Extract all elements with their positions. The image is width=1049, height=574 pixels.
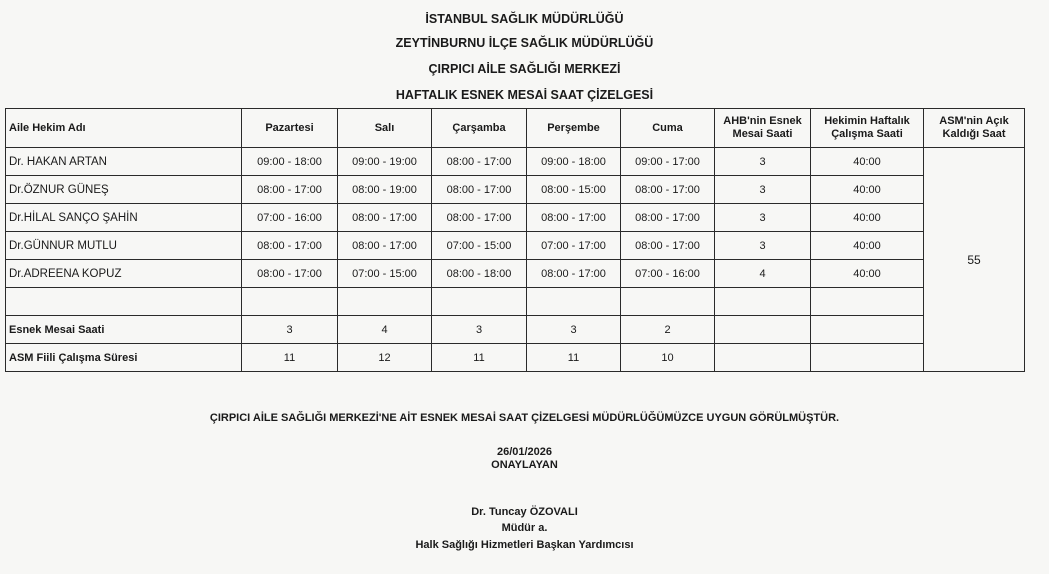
cell-friday: 2 (621, 316, 715, 344)
cell-friday: 08:00 - 17:00 (621, 232, 715, 260)
cell-wednesday: 07:00 - 15:00 (432, 232, 527, 260)
col-header-friday: Cuma (621, 109, 715, 148)
cell-friday: 08:00 - 17:00 (621, 176, 715, 204)
table-row (6, 176, 1025, 204)
cell-monday: 08:00 - 17:00 (242, 232, 338, 260)
approver-title-2: Halk Sağlığı Hizmetleri Başkan Yardımcısı (415, 539, 634, 551)
cell-tuesday: 12 (338, 344, 432, 372)
empty-cell (715, 316, 811, 344)
cell-monday: 09:00 - 18:00 (242, 148, 338, 176)
actual-hours-row-label: ASM Fiili Çalışma Süresi (6, 344, 242, 372)
doctor-name: Dr.GÜNNUR MUTLU (6, 232, 242, 260)
cell-friday: 10 (621, 344, 715, 372)
approver-title-1: Müdür a. (501, 522, 548, 534)
cell-thursday: 11 (527, 344, 621, 372)
cell-friday: 08:00 - 17:00 (621, 204, 715, 232)
empty-cell (242, 288, 338, 316)
cell-monday: 3 (242, 316, 338, 344)
table-row (6, 260, 1025, 288)
col-header-tuesday: Salı (338, 109, 432, 148)
col-header-weekly-hours: Hekimin Haftalık Çalışma Saati (811, 109, 924, 148)
cell-tuesday: 4 (338, 316, 432, 344)
cell-friday: 09:00 - 17:00 (621, 148, 715, 176)
cell-open-hours: 55 (924, 148, 1025, 372)
cell-thursday: 08:00 - 17:00 (527, 204, 621, 232)
cell-thursday: 3 (527, 316, 621, 344)
col-header-wednesday: Çarşamba (432, 109, 527, 148)
col-header-monday: Pazartesi (242, 109, 338, 148)
doctor-name: Dr.ÖZNUR GÜNEŞ (6, 176, 242, 204)
empty-cell (338, 288, 432, 316)
cell-thursday: 07:00 - 17:00 (527, 232, 621, 260)
header-line-3: ÇIRPICI AİLE SAĞLIĞI MERKEZİ (428, 62, 621, 76)
table-header-row (6, 109, 1025, 148)
cell-wednesday: 08:00 - 18:00 (432, 260, 527, 288)
cell-wednesday: 08:00 - 17:00 (432, 148, 527, 176)
doctor-name: Dr. HAKAN ARTAN (6, 148, 242, 176)
document-title: HAFTALIK ESNEK MESAİ SAAT ÇİZELGESİ (395, 88, 654, 102)
cell-friday: 07:00 - 16:00 (621, 260, 715, 288)
table-row (6, 204, 1025, 232)
doctor-name: Dr.ADREENA KOPUZ (6, 260, 242, 288)
actual-hours-row (6, 344, 1025, 372)
cell-tuesday: 08:00 - 17:00 (338, 204, 432, 232)
col-header-name: Aile Hekim Adı (6, 109, 242, 148)
cell-thursday: 09:00 - 18:00 (527, 148, 621, 176)
cell-wednesday: 08:00 - 17:00 (432, 204, 527, 232)
cell-weekly-hours: 40:00 (811, 148, 924, 176)
header-line-2: ZEYTİNBURNU İLÇE SAĞLIK MÜDÜRLÜĞÜ (395, 36, 654, 50)
approval-statement: ÇIRPICI AİLE SAĞLIĞI MERKEZİ'NE AİT ESNEK MESAİ SAAT ÇİZELGESİ MÜDÜRLÜĞÜMÜZCE UYGUN GÖRÜLMÜŞTÜR. (209, 412, 840, 424)
doctor-name: Dr.HİLAL SANÇO ŞAHİN (6, 204, 242, 232)
empty-cell (527, 288, 621, 316)
cell-thursday: 08:00 - 17:00 (527, 260, 621, 288)
empty-cell (811, 288, 924, 316)
cell-flex-hours: 3 (715, 176, 811, 204)
cell-tuesday: 07:00 - 15:00 (338, 260, 432, 288)
cell-tuesday: 08:00 - 19:00 (338, 176, 432, 204)
cell-wednesday: 11 (432, 344, 527, 372)
table-row (6, 148, 1025, 176)
empty-cell (432, 288, 527, 316)
flex-hours-row (6, 316, 1025, 344)
cell-weekly-hours: 40:00 (811, 176, 924, 204)
cell-wednesday: 3 (432, 316, 527, 344)
cell-monday: 11 (242, 344, 338, 372)
empty-cell (715, 344, 811, 372)
cell-weekly-hours: 40:00 (811, 260, 924, 288)
col-header-open-hours: ASM'nin Açık Kaldığı Saat (924, 109, 1025, 148)
cell-weekly-hours: 40:00 (811, 232, 924, 260)
approver-label: ONAYLAYAN (491, 459, 558, 471)
empty-cell (811, 316, 924, 344)
cell-monday: 07:00 - 16:00 (242, 204, 338, 232)
cell-flex-hours: 3 (715, 232, 811, 260)
empty-cell (621, 288, 715, 316)
approver-name: Dr. Tuncay ÖZOVALI (471, 506, 578, 518)
schedule-table (5, 108, 1025, 372)
cell-weekly-hours: 40:00 (811, 204, 924, 232)
col-header-thursday: Perşembe (527, 109, 621, 148)
cell-flex-hours: 3 (715, 148, 811, 176)
header-line-1: İSTANBUL SAĞLIK MÜDÜRLÜĞÜ (425, 12, 624, 26)
col-header-flex-hours: AHB'nin Esnek Mesai Saati (715, 109, 811, 148)
cell-flex-hours: 4 (715, 260, 811, 288)
cell-tuesday: 09:00 - 19:00 (338, 148, 432, 176)
cell-monday: 08:00 - 17:00 (242, 260, 338, 288)
cell-flex-hours: 3 (715, 204, 811, 232)
empty-cell (715, 288, 811, 316)
flex-hours-row-label: Esnek Mesai Saati (6, 316, 242, 344)
cell-thursday: 08:00 - 15:00 (527, 176, 621, 204)
cell-wednesday: 08:00 - 17:00 (432, 176, 527, 204)
empty-cell (811, 344, 924, 372)
table-row (6, 232, 1025, 260)
cell-tuesday: 08:00 - 17:00 (338, 232, 432, 260)
cell-monday: 08:00 - 17:00 (242, 176, 338, 204)
approval-date: 26/01/2026 (496, 446, 553, 458)
table-row-empty (6, 288, 1025, 316)
empty-cell (6, 288, 242, 316)
